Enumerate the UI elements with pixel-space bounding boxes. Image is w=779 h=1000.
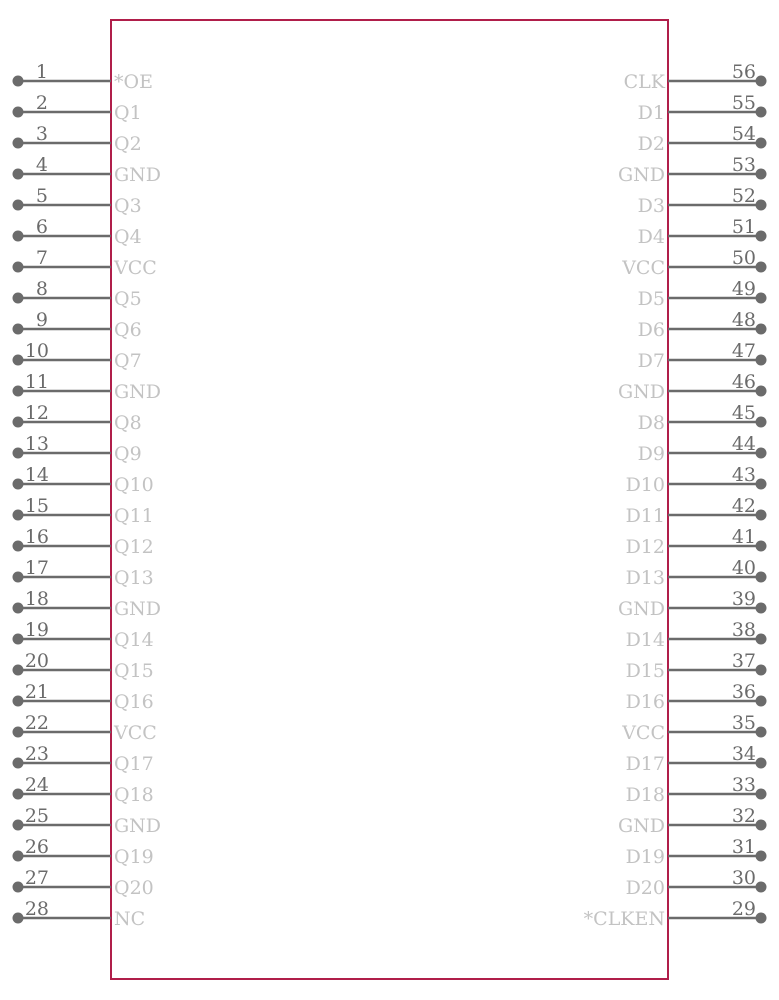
pin-name: D19 [625,846,665,868]
pin-27 [13,867,154,899]
ic-body-outline [111,20,668,979]
pin-37 [626,650,767,682]
pin-endpoint-dot [13,138,24,149]
pin-10 [13,340,142,372]
pin-name: GND [114,381,162,403]
pin-number: 23 [24,743,49,765]
pin-number: 36 [731,681,756,703]
pin-endpoint-dot [756,572,767,583]
pin-endpoint-dot [13,107,24,118]
pin-name: Q7 [114,350,142,372]
pin-endpoint-dot [13,820,24,831]
pin-endpoint-dot [756,820,767,831]
pin-47 [638,340,767,372]
pin-number: 52 [731,185,756,207]
pin-number: 41 [731,526,756,548]
pin-46 [618,371,767,403]
pin-7 [13,247,157,279]
pin-number: 45 [731,402,756,424]
pin-endpoint-dot [756,355,767,366]
pin-endpoint-dot [13,603,24,614]
pin-name: GND [617,815,665,837]
pin-name: D7 [637,350,665,372]
pin-number: 6 [35,216,48,238]
pin-name: D8 [637,412,665,434]
pin-53 [618,154,767,186]
pin-name: D16 [625,691,665,713]
pin-name: *CLKEN [583,908,665,930]
pin-26 [13,836,154,868]
pin-number: 14 [24,464,49,486]
pin-number: 17 [24,557,49,579]
pin-name: D9 [637,443,665,465]
pin-32 [618,805,767,837]
pin-name: Q3 [114,195,142,217]
pin-41 [626,526,767,558]
pin-number: 5 [35,185,48,207]
pin-name: Q2 [114,133,142,155]
pin-name: GND [114,815,162,837]
pin-5 [13,185,142,217]
pin-52 [638,185,767,217]
pin-name: Q19 [114,846,154,868]
pin-number: 28 [24,898,49,920]
pin-name: Q11 [114,505,154,527]
pin-endpoint-dot [756,262,767,273]
pin-number: 33 [731,774,756,796]
pin-9 [13,309,142,341]
pin-25 [13,805,162,837]
pin-name: Q20 [114,877,154,899]
pin-endpoint-dot [13,665,24,676]
pin-30 [626,867,767,899]
pin-name: Q6 [114,319,142,341]
pin-15 [13,495,154,527]
pin-number: 40 [731,557,756,579]
pin-number: 21 [24,681,49,703]
pin-43 [626,464,767,496]
pin-number: 9 [35,309,48,331]
pin-name: D10 [625,474,665,496]
pin-endpoint-dot [756,169,767,180]
pin-2 [13,92,142,124]
pin-name: GND [617,381,665,403]
pin-endpoint-dot [13,76,24,87]
pin-number: 47 [731,340,756,362]
pin-name: GND [617,598,665,620]
pin-name: Q9 [114,443,142,465]
pin-endpoint-dot [756,665,767,676]
pin-number: 32 [731,805,756,827]
pin-number: 50 [731,247,756,269]
pin-20 [13,650,154,682]
pin-name: Q12 [114,536,154,558]
pin-number: 30 [731,867,756,889]
pin-19 [13,619,154,651]
pin-name: D2 [637,133,665,155]
pin-28 [13,898,146,930]
pin-name: Q18 [114,784,154,806]
pin-48 [638,309,767,341]
left-pin-column [13,61,162,930]
pin-number: 8 [35,278,48,300]
pin-21 [13,681,154,713]
pin-number: 11 [24,371,49,393]
pin-name: D5 [637,288,665,310]
pin-6 [13,216,142,248]
pin-42 [626,495,767,527]
pin-endpoint-dot [13,262,24,273]
pin-number: 55 [731,92,756,114]
pin-11 [13,371,162,403]
pin-number: 29 [731,898,756,920]
pin-endpoint-dot [756,727,767,738]
pin-name: GND [114,164,162,186]
pin-endpoint-dot [756,76,767,87]
pin-endpoint-dot [13,634,24,645]
pin-number: 42 [731,495,756,517]
pin-endpoint-dot [13,169,24,180]
pin-name: D4 [637,226,665,248]
pin-endpoint-dot [13,789,24,800]
pin-24 [13,774,154,806]
pin-endpoint-dot [13,355,24,366]
pin-29 [584,898,767,930]
pin-name: Q14 [114,629,154,651]
pin-number: 2 [35,92,48,114]
pin-number: 51 [731,216,756,238]
pin-name: GND [114,598,162,620]
pin-endpoint-dot [756,696,767,707]
pin-56 [624,61,767,93]
pin-name: D11 [625,505,665,527]
pin-name: D3 [637,195,665,217]
pin-endpoint-dot [13,882,24,893]
pin-number: 4 [35,154,48,176]
pin-endpoint-dot [13,541,24,552]
pin-endpoint-dot [756,510,767,521]
pin-name: D12 [625,536,665,558]
pin-endpoint-dot [13,324,24,335]
pin-54 [638,123,767,155]
pin-number: 38 [731,619,756,641]
pin-18 [13,588,162,620]
pin-endpoint-dot [13,448,24,459]
pin-55 [638,92,767,124]
pin-name: VCC [622,257,665,279]
pin-endpoint-dot [13,386,24,397]
pin-number: 13 [24,433,49,455]
right-pin-column [584,61,767,930]
pin-name: Q13 [114,567,154,589]
pin-number: 44 [731,433,756,455]
pin-endpoint-dot [756,851,767,862]
pin-number: 3 [35,123,48,145]
pin-endpoint-dot [756,634,767,645]
pin-name: Q16 [114,691,154,713]
pin-name: D6 [637,319,665,341]
pin-number: 22 [24,712,49,734]
pin-16 [13,526,154,558]
pin-endpoint-dot [756,200,767,211]
pin-number: 56 [731,61,756,83]
pin-name: Q1 [114,102,142,124]
pin-name: Q8 [114,412,142,434]
pin-name: D17 [625,753,665,775]
pin-number: 15 [24,495,49,517]
pin-number: 12 [24,402,49,424]
pin-8 [13,278,142,310]
pin-endpoint-dot [756,913,767,924]
pin-33 [626,774,767,806]
pin-name: D18 [625,784,665,806]
pin-12 [13,402,142,434]
pin-endpoint-dot [756,603,767,614]
pin-name: D20 [625,877,665,899]
pin-endpoint-dot [13,417,24,428]
pin-endpoint-dot [13,758,24,769]
pin-endpoint-dot [756,448,767,459]
pin-number: 49 [731,278,756,300]
pin-39 [618,588,767,620]
pin-number: 39 [731,588,756,610]
pin-endpoint-dot [13,572,24,583]
pin-number: 16 [24,526,49,548]
pin-3 [13,123,142,155]
pin-endpoint-dot [756,324,767,335]
pin-45 [638,402,767,434]
pin-17 [13,557,154,589]
pin-23 [13,743,154,775]
pin-number: 35 [731,712,756,734]
pin-endpoint-dot [13,913,24,924]
pin-38 [626,619,767,651]
pin-name: VCC [114,722,157,744]
pin-name: D14 [625,629,665,651]
pin-name: D15 [625,660,665,682]
pin-endpoint-dot [756,386,767,397]
pin-36 [626,681,767,713]
pin-number: 10 [24,340,49,362]
pin-number: 19 [24,619,49,641]
pin-endpoint-dot [13,293,24,304]
pin-endpoint-dot [13,231,24,242]
pin-endpoint-dot [13,479,24,490]
pin-endpoint-dot [13,696,24,707]
pin-49 [638,278,767,310]
pin-number: 18 [24,588,49,610]
pin-endpoint-dot [756,231,767,242]
pin-number: 27 [24,867,49,889]
pin-endpoint-dot [13,510,24,521]
pin-name: NC [114,908,146,930]
pin-number: 7 [35,247,48,269]
pin-endpoint-dot [13,727,24,738]
pin-name: D1 [637,102,665,124]
pin-name: D13 [625,567,665,589]
pin-44 [638,433,767,465]
pin-number: 34 [731,743,756,765]
pin-number: 1 [35,61,48,83]
pin-number: 24 [24,774,49,796]
pin-name: *OE [114,71,153,93]
pin-name: VCC [114,257,157,279]
pin-number: 53 [731,154,756,176]
pin-number: 20 [24,650,49,672]
pin-40 [626,557,767,589]
pin-14 [13,464,154,496]
pin-name: Q5 [114,288,142,310]
pin-number: 43 [731,464,756,486]
pin-34 [626,743,767,775]
pin-endpoint-dot [756,293,767,304]
pin-1 [13,61,153,93]
pin-endpoint-dot [13,200,24,211]
pin-13 [13,433,142,465]
pin-35 [621,712,766,744]
pin-endpoint-dot [756,107,767,118]
pin-endpoint-dot [756,417,767,428]
pin-31 [626,836,767,868]
pin-number: 46 [731,371,756,393]
pin-22 [13,712,157,744]
pin-51 [638,216,767,248]
pin-endpoint-dot [756,541,767,552]
pin-number: 25 [24,805,49,827]
pin-name: VCC [622,722,665,744]
pin-endpoint-dot [756,138,767,149]
pin-endpoint-dot [756,882,767,893]
pin-name: Q15 [114,660,154,682]
pin-name: Q17 [114,753,154,775]
pin-number: 54 [731,123,756,145]
pin-name: GND [617,164,665,186]
pin-4 [13,154,162,186]
pin-number: 48 [731,309,756,331]
pin-endpoint-dot [756,758,767,769]
pin-name: Q4 [114,226,142,248]
pin-endpoint-dot [13,851,24,862]
pin-name: Q10 [114,474,154,496]
pin-number: 37 [731,650,756,672]
pin-name: CLK [623,71,665,93]
pin-50 [621,247,766,279]
pin-number: 31 [731,836,756,858]
pin-endpoint-dot [756,479,767,490]
pin-number: 26 [24,836,49,858]
pin-endpoint-dot [756,789,767,800]
